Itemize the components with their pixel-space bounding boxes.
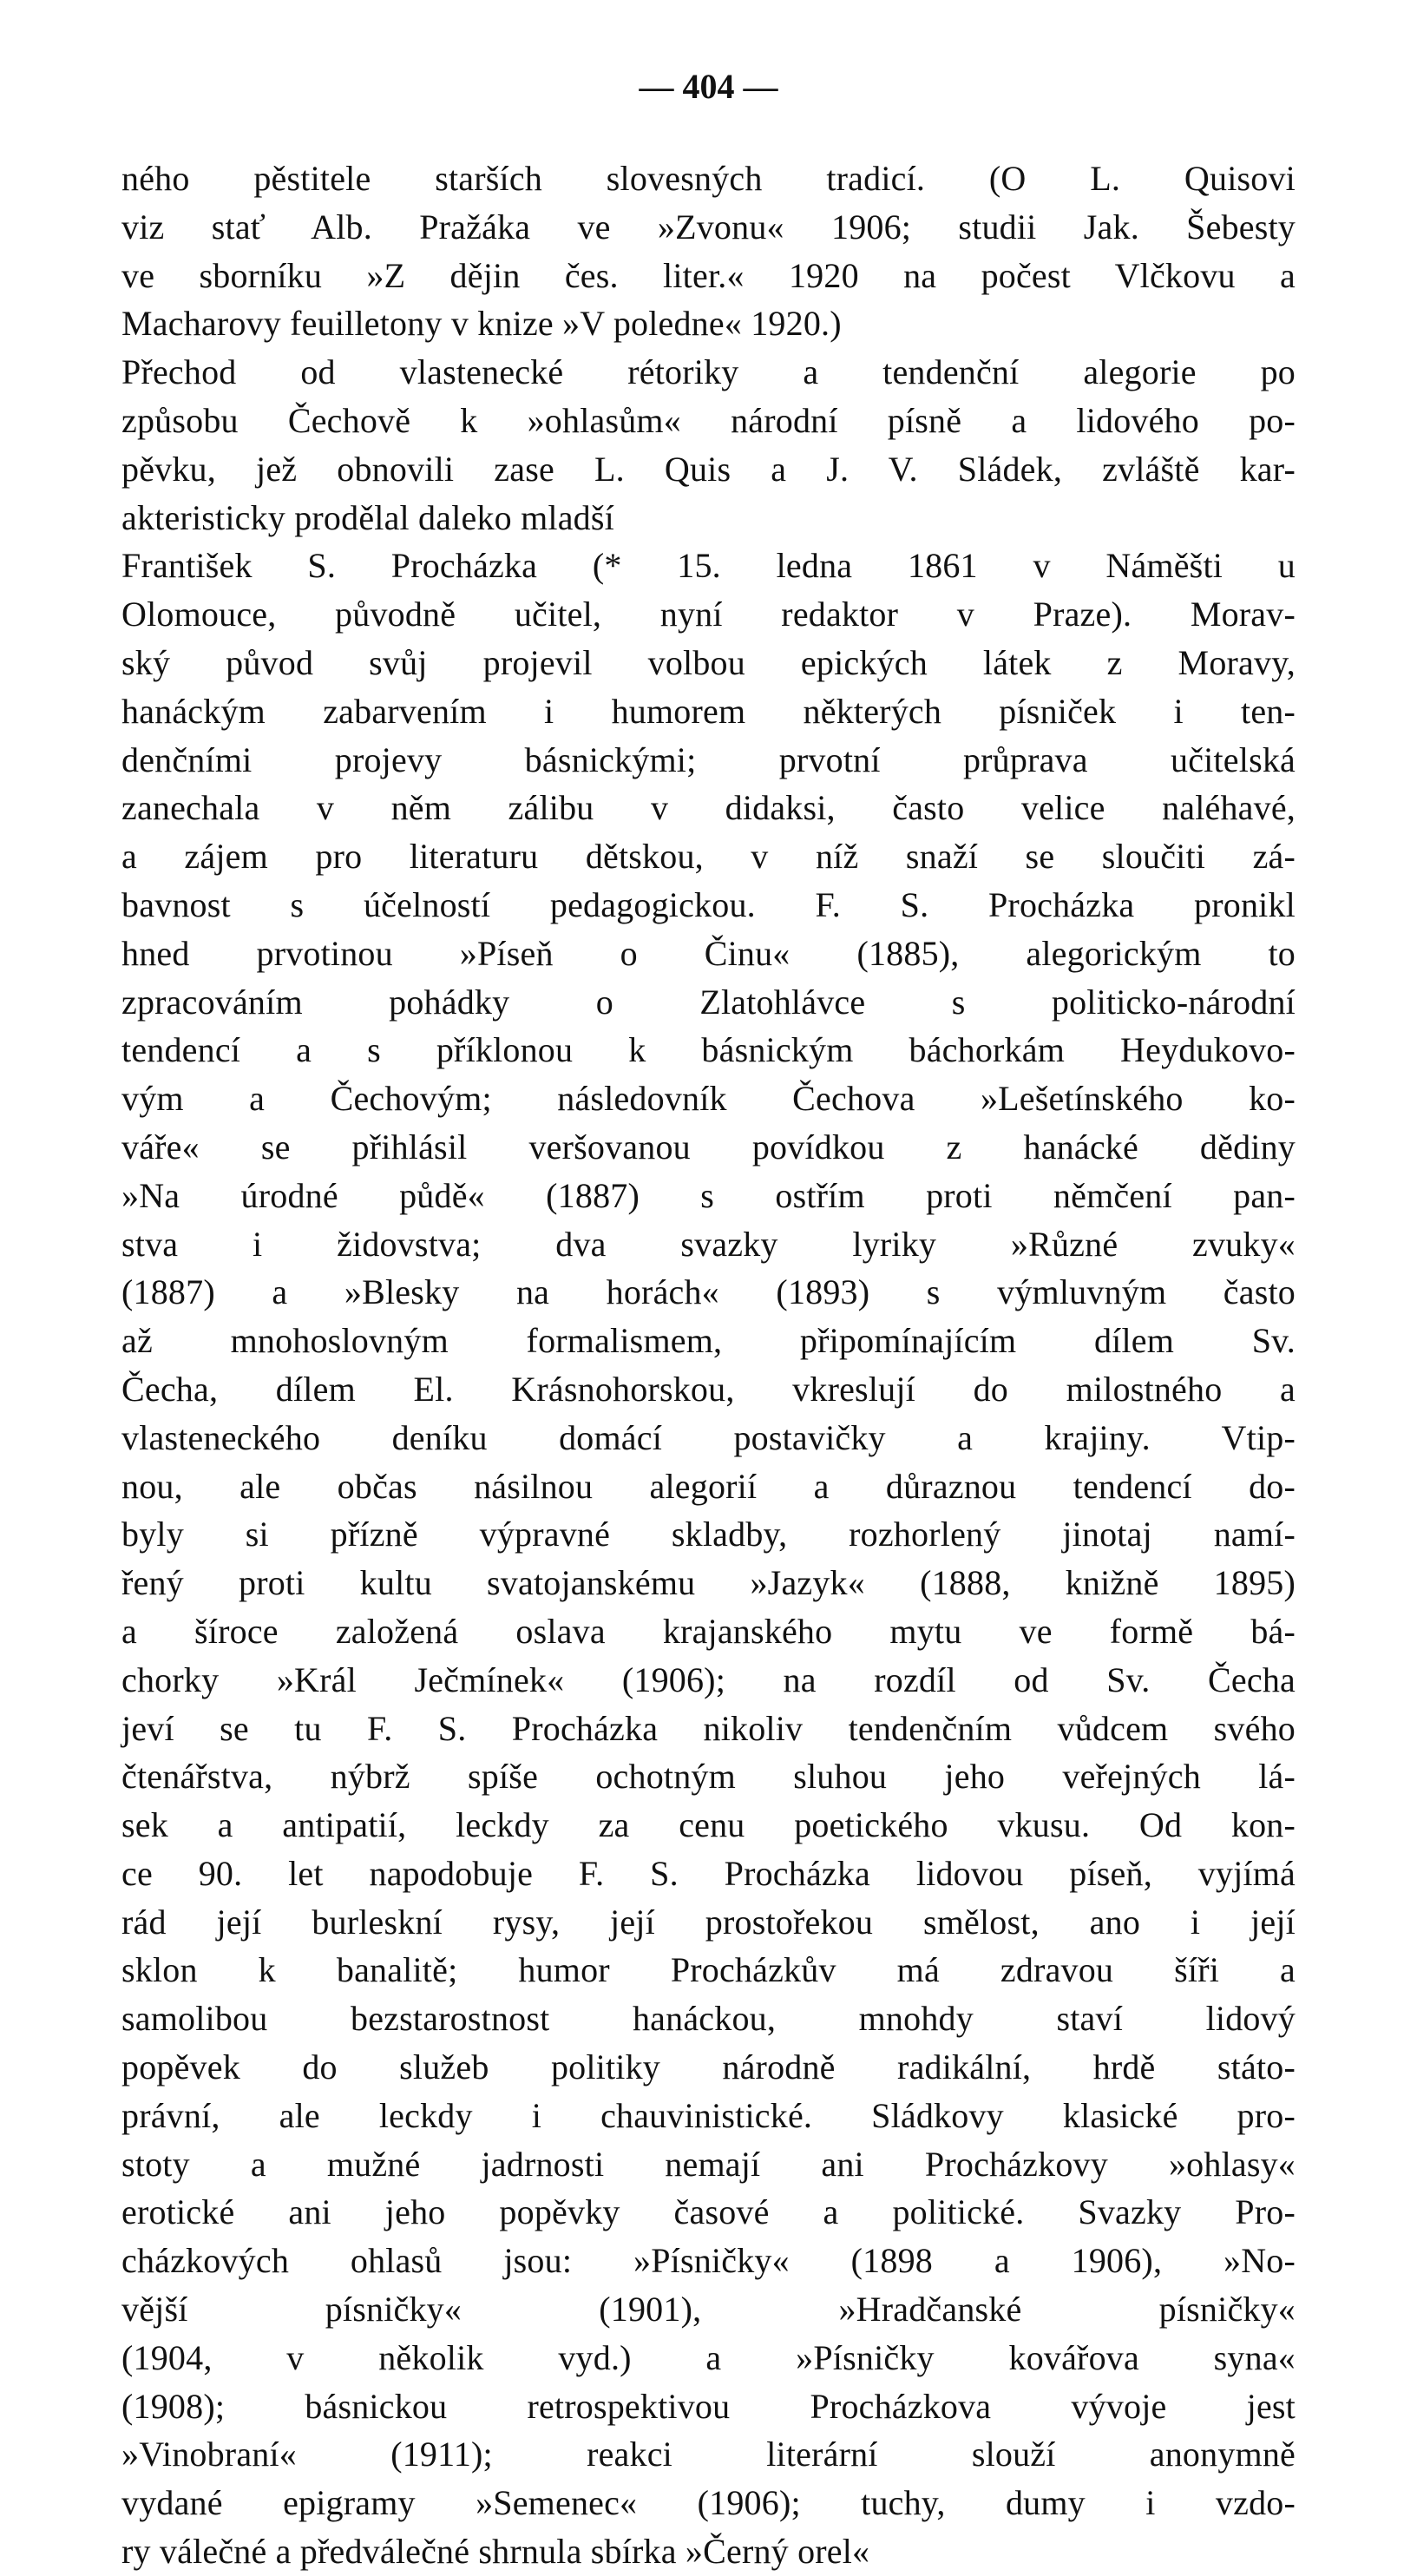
- text-body: [121, 154, 1296, 2576]
- text-line: cházkových ohlasů jsou: »Písničky« (1898 a 1906), »No-: [121, 2241, 1296, 2281]
- text-line: akteristicky prodělal daleko mladší: [121, 497, 614, 537]
- text-line: ce 90. let napodobuje F. S. Procházka lidovou píseň, vyjímá: [121, 1853, 1296, 1893]
- text-line: pěvku, jež obnovili zase L. Quis a J. V. Sládek, zvláště kar-: [121, 449, 1296, 489]
- page-number: — 404 —: [639, 67, 778, 106]
- text-line: právní, ale leckdy i chauvinistické. Sládkovy klasické pro-: [121, 2095, 1296, 2135]
- document-page: [121, 61, 1296, 2576]
- text-line: sklon k banalitě; humor Procházkův má zdravou šíři a: [121, 1950, 1296, 1990]
- text-line: stva i židovstva; dva svazky lyriky »Různé zvuky«: [121, 1224, 1296, 1264]
- text-line: vydané epigramy »Semenec« (1906); tuchy, dumy i vzdo-: [121, 2483, 1296, 2523]
- text-line: až mnohoslovným formalismem, připomínajícím dílem Sv.: [121, 1321, 1296, 1361]
- text-line: rád její burleskní rysy, její prostořekou smělost, ano i její: [121, 1902, 1296, 1942]
- text-line: zanechala v něm zálibu v didaksi, často velice naléhavé,: [121, 788, 1296, 828]
- text-line: ský původ svůj projevil volbou epických látek z Moravy,: [121, 642, 1296, 682]
- text-line: jeví se tu F. S. Procházka nikoliv tendenčním vůdcem svého: [121, 1708, 1296, 1748]
- text-line: váře« se přihlásil veršovanou povídkou z hanácké dědiny: [121, 1127, 1296, 1166]
- text-line: samolibou bezstarostnost hanáckou, mnohdy staví lidový: [121, 1999, 1296, 2039]
- text-line: vlasteneckého deníku domácí postavičky a krajiny. Vtip-: [121, 1417, 1296, 1457]
- text-line: ného pěstitele starších slovesných tradicí. (O L. Quisovi: [121, 159, 1296, 198]
- text-line: (1887) a »Blesky na horách« (1893) s výmluvným často: [121, 1272, 1296, 1312]
- text-line: »Na úrodné půdě« (1887) s ostřím proti němčení pan-: [121, 1175, 1296, 1215]
- text-line: stoty a mužné jadrnosti nemají ani Procházkovy »ohlasy«: [121, 2144, 1296, 2184]
- text-line: denčními projevy básnickými; prvotní průprava učitelská: [121, 739, 1296, 779]
- text-line: Olomouce, původně učitel, nyní redaktor v Praze). Morav-: [121, 595, 1296, 634]
- text-line: vým a Čechovým; následovník Čechova »Lešetínského ko-: [121, 1079, 1296, 1119]
- text-line: nou, ale občas násilnou alegorií a důraznou tendencí do-: [121, 1466, 1296, 1506]
- text-line: »Vinobraní« (1911); reakci literární slouží anonymně: [121, 2435, 1296, 2474]
- text-line: Macharovy feuilletony v knize »V poledne« 1920.): [121, 304, 842, 344]
- text-line: způsobu Čechově k »ohlasům« národní písně a lidového po-: [121, 400, 1296, 440]
- text-line: byly si přízně výpravné skladby, rozhorlený jinotaj namí-: [121, 1515, 1296, 1554]
- text-line: vější písničky« (1901), »Hradčanské písničky«: [121, 2290, 1296, 2330]
- text-line: (1904, v několik vyd.) a »Písničky kovářova syna«: [121, 2337, 1296, 2377]
- text-line: řený proti kultu svatojanskému »Jazyk« (1888, knižně 1895): [121, 1563, 1296, 1603]
- text-line: Čecha, dílem El. Krásnohorskou, vkreslují do milostného a: [121, 1369, 1296, 1409]
- text-line: čtenářstva, nýbrž spíše ochotným sluhou jeho veřejných lá-: [121, 1757, 1296, 1797]
- text-line: zpracováním pohádky o Zlatohlávce s politicko-národní: [121, 982, 1296, 1022]
- text-line: viz stať Alb. Pražáka ve »Zvonu« 1906; studii Jak. Šebesty: [121, 207, 1296, 246]
- text-line: ry válečné a předválečné shrnula sbírka »Černý orel«: [121, 2532, 870, 2572]
- text-line: František S. Procházka (* 15. ledna 1861 v Náměšti u: [121, 546, 1296, 586]
- text-line: a zájem pro literaturu dětskou, v níž snaží se sloučiti zá-: [121, 837, 1296, 877]
- text-line: bavnost s účelností pedagogickou. F. S. Procházka pronikl: [121, 884, 1296, 924]
- text-line: tendencí a s příklonou k básnickým báchorkám Heydukovo-: [121, 1030, 1296, 1070]
- text-line: hned prvotinou »Píseň o Činu« (1885), alegorickým to: [121, 933, 1296, 973]
- text-line: hanáckým zabarvením i humorem některých písniček i ten-: [121, 691, 1296, 731]
- text-line: Přechod od vlastenecké rétoriky a tendenční alegorie po: [121, 352, 1296, 392]
- text-line: sek a antipatií, leckdy za cenu poetického vkusu. Od kon-: [121, 1805, 1296, 1845]
- text-line: erotické ani jeho popěvky časové a politické. Svazky Pro-: [121, 2192, 1296, 2232]
- text-line: popěvek do služeb politiky národně radikální, hrdě státo-: [121, 2047, 1296, 2087]
- text-line: chorky »Král Ječmínek« (1906); na rozdíl od Sv. Čecha: [121, 1659, 1296, 1699]
- text-line: a šíroce založená oslava krajanského mytu ve formě bá-: [121, 1611, 1296, 1651]
- text-line: (1908); básnickou retrospektivou Procházkova vývoje jest: [121, 2386, 1296, 2426]
- text-line: ve sborníku »Z dějin čes. liter.« 1920 na počest Vlčkovu a: [121, 255, 1296, 295]
